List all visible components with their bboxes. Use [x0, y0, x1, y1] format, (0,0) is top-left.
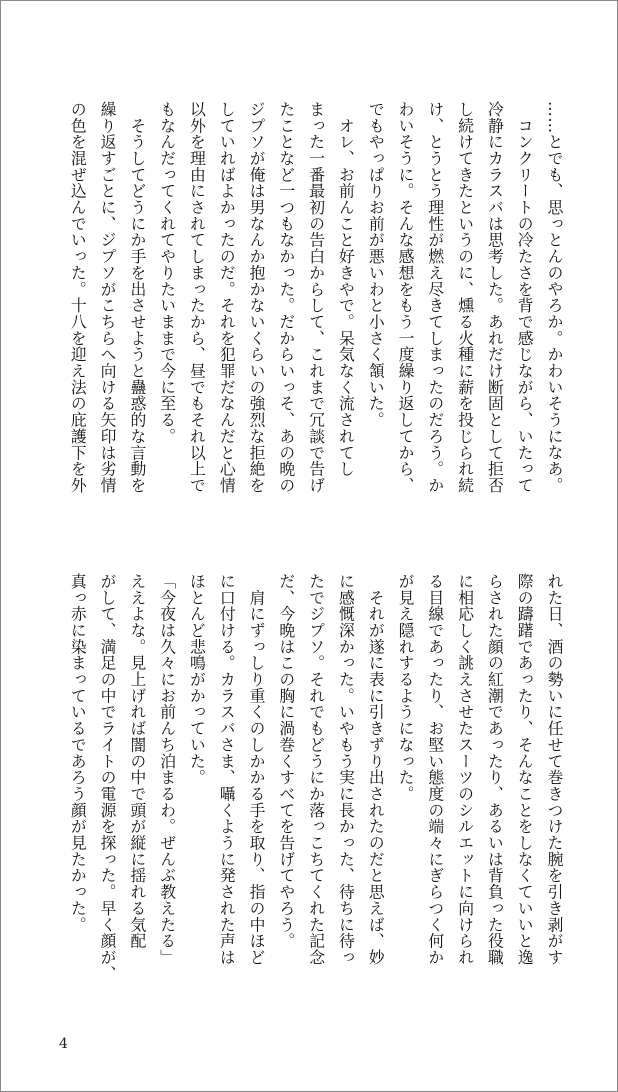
text-column: たことなど一つもなかった。だからいっそ、あの晩の — [276, 101, 296, 494]
text-column: そうしてどうにか手を出させようと蠱惑的な言動を — [127, 101, 147, 494]
text-column: がして、満足の中でライトの電源を探った。早く顔が、 — [98, 573, 118, 982]
text-column: 冷静にカラスバは思考した。あれだけ断固として拒否 — [485, 101, 505, 494]
text-column: でもやっぱりお前が悪いわと小さく頷いた。 — [366, 101, 386, 428]
text-column: だ、今晩はこの胸に渦巻くすべてを告げてやろう。 — [276, 573, 296, 950]
text-column: 真っ赤に染まっているであろう顔が見たかった。 — [68, 573, 88, 933]
text-column: ええよな。見上げれば闇の中で頭が縦に揺れる気配 — [127, 573, 147, 950]
text-column: に感慨深かった。いやもう実に長かった、待ちに待っ — [336, 573, 356, 966]
text-column: 以外を理由にされてしまったから、昼でもそれ以上で — [187, 101, 207, 494]
text-column: それが遂に表に引きずり出されたのだと思えば、妙 — [366, 573, 386, 966]
text-column: ほとんど悲鳴がかっていた。 — [187, 573, 207, 786]
text-column: け、とうとう理性が燃え尽きてしまったのだろう。か — [425, 101, 445, 494]
text-column: 繰り返すごとに、ジプソがこちらへ向ける矢印は劣情 — [98, 101, 118, 494]
text-column: れた日、酒の勢いに任せて巻きつけた腕を引き剥がす — [545, 573, 564, 966]
text-column: オレ、お前んこと好きやで。呆気なく流されてし — [336, 101, 356, 478]
text-column: し続けてきたというのに、燻る火種に薪を投じられ続 — [455, 101, 475, 494]
text-column: たでジプソ。それでもどうにか落っこちてくれた記念 — [306, 573, 326, 966]
text-column: ジプソが俺は男なんか抱かないくらいの強烈な拒絶を — [247, 101, 267, 494]
text-column: もなんだってくれてやりたいままで今に至る。 — [157, 101, 177, 445]
text-column: していればよかったのだ。それを犯罪だなんだと心情 — [217, 101, 237, 494]
text-column: らされた顔の紅潮であったり、あるいは背負った役職 — [485, 573, 505, 966]
text-column: コンクリートの冷たさを背で感じながら、いたって — [515, 101, 535, 494]
page-number: 4 — [59, 1036, 68, 1052]
text-column: ……とでも、思っとんのやろか。かわいそうになあ。 — [545, 101, 564, 494]
text-column: に相応しく誂えさせたスーツのシルエットに向けられ — [455, 573, 475, 966]
text-column: 肩にずっしり重くのしかかる手を取り、指の中ほど — [247, 573, 267, 966]
text-column: まった一番最初の告白からして、これまで冗談で告げ — [306, 101, 326, 494]
text-column: る目線であったり、お堅い態度の端々にぎらつく何か — [425, 573, 445, 966]
text-column: 際の躊躇であったり、そんなことをしなくていいと逸 — [515, 573, 535, 966]
text-column: わいそうに。そんな感想をもう一度繰り返してから、 — [396, 101, 416, 494]
text-block-top — [62, 101, 569, 541]
text-block-bottom — [62, 573, 569, 1013]
text-column: に口付ける。カラスバさま、囁くように発された声は — [217, 573, 237, 966]
text-column: 「今夜は久々にお前んち泊まるわ。ぜんぶ教えたる」 — [157, 573, 177, 966]
text-column: の色を混ぜ込んでいった。十八を迎え法の庇護下を外 — [68, 101, 88, 494]
text-column: が見え隠れするようになった。 — [396, 573, 416, 802]
